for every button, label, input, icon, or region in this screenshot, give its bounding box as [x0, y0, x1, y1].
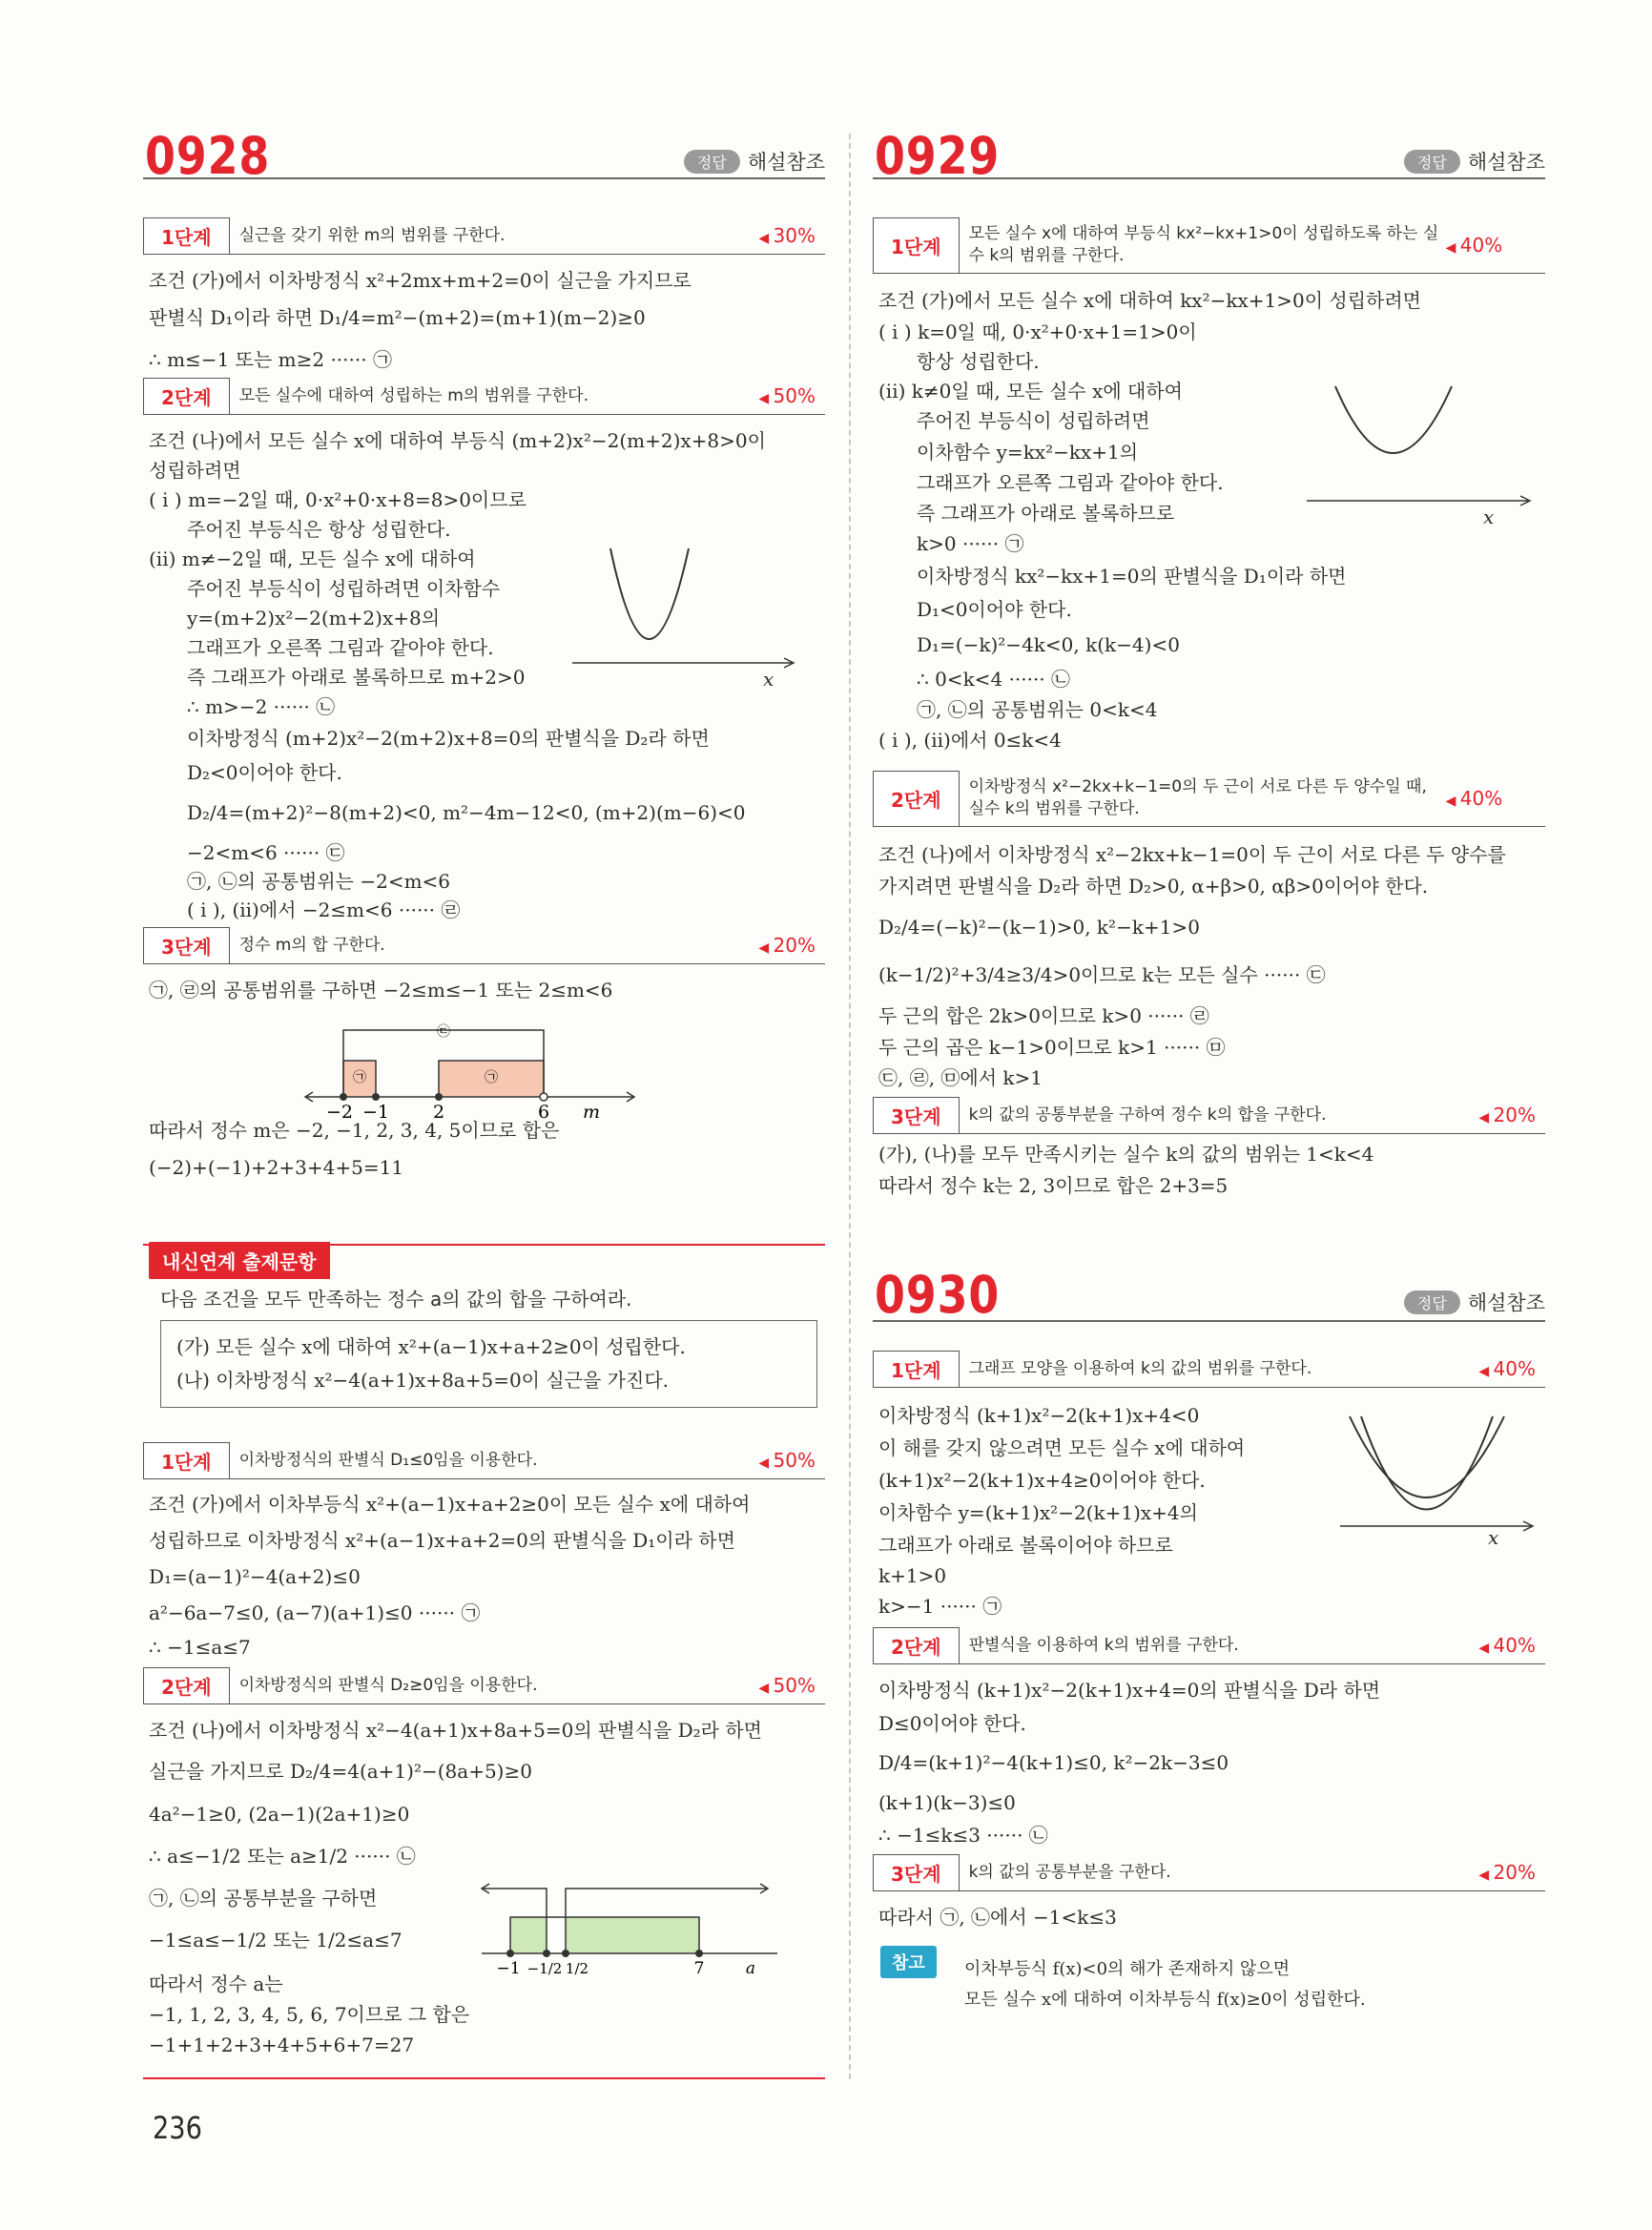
- text-line: 두 근의 합은 2k>0이므로 k>0 ······ ㉣: [878, 1004, 1209, 1027]
- text-line: −1≤a≤−1/2 또는 1/2≤a≤7: [149, 1929, 403, 1951]
- text-line: ㉠, ㉣의 공통범위를 구하면 −2≤m≤−1 또는 2≤m<6: [149, 979, 613, 1001]
- axis-label: x: [1488, 1526, 1499, 1549]
- text-line: 이차방정식 (k+1)x²−2(k+1)x+4<0: [878, 1404, 1200, 1427]
- text-line: 따라서 ㉠, ㉡에서 −1<k≤3: [878, 1906, 1117, 1929]
- tick-label: 7: [693, 1959, 705, 1978]
- step-badge: 1단계: [873, 1351, 960, 1387]
- step-badge: 3단계: [873, 1097, 960, 1133]
- text-line: 그래프가 오른쪽 그림과 같아야 한다.: [917, 471, 1224, 494]
- text-line: −1, 1, 2, 3, 4, 5, 6, 7이므로 그 합은: [149, 2003, 470, 2026]
- step-desc: k의 값의 공통부분을 구한다.: [968, 1862, 1171, 1882]
- text-line: ∴ 0<k<4 ······ ㉡: [917, 668, 1071, 691]
- step-desc: 모든 실수 x에 대하여 부등식 kx²−kx+1>0이 성립하도록 하는 실수 k의 범위를 구한다.: [968, 224, 1439, 265]
- text-line: 조건 (가)에서 이차방정식 x²+2mx+m+2=0이 실근을 가지므로: [149, 269, 692, 292]
- text-line: D₁<0이어야 한다.: [917, 598, 1072, 621]
- axis-label: m: [582, 1102, 601, 1123]
- step-badge: 2단계: [143, 378, 230, 414]
- text-line: 주어진 부등식은 항상 성립한다.: [187, 518, 451, 541]
- step-badge: 2단계: [873, 771, 960, 826]
- range-fill: [510, 1917, 547, 1953]
- text-line: D₂/4=(m+2)²−8(m+2)<0, m²−4m−12<0, (m+2)(m−6)<0: [187, 801, 746, 824]
- text-line: ∴ −1≤a≤7: [149, 1636, 251, 1659]
- step-desc: 이차방정식의 판별식 D₂≥0임을 이용한다.: [238, 1675, 538, 1695]
- step-pct: ◀ 20%: [1478, 1861, 1545, 1884]
- problem-number-0929: 0929: [875, 126, 1001, 186]
- text-line: D₂/4=(−k)²−(k−1)>0, k²−k+1>0: [878, 916, 1200, 939]
- text-line: 따라서 정수 k는 2, 3이므로 합은 2+3=5: [878, 1174, 1229, 1197]
- answer-badge: 정답: [1404, 1291, 1460, 1314]
- parabola-graph-0929: [1307, 377, 1536, 529]
- step-1-0930: [873, 1351, 1545, 1388]
- text-line: (k+1)(k−3)≤0: [878, 1791, 1016, 1814]
- tick-label: 1/2: [565, 1960, 589, 1977]
- text-line: ( i ), (ii)에서 −2≤m<6 ······ ㉣: [187, 898, 461, 921]
- answer-label-0929: [1404, 147, 1545, 176]
- text-line: 항상 성립한다.: [917, 350, 1040, 373]
- naesin-header: [143, 1242, 825, 1280]
- text-line: ㉢, ㉣, ㉤에서 k>1: [878, 1066, 1043, 1089]
- parabola-graph-0930: [1340, 1412, 1540, 1564]
- text-line: 주어진 부등식이 성립하려면: [917, 409, 1150, 432]
- step-badge: 1단계: [873, 217, 960, 273]
- answer-badge: 정답: [1404, 150, 1460, 174]
- text-line: D₁=(a−1)²−4(a+2)≤0: [149, 1565, 361, 1588]
- text-line: k+1>0: [878, 1564, 947, 1587]
- axis-label: x: [763, 668, 774, 691]
- step-badge: 3단계: [873, 1854, 960, 1890]
- note-line: 모든 실수 x에 대하여 이차부등식 f(x)≥0이 성립한다.: [964, 1990, 1366, 2010]
- text-line: −2<m<6 ······ ㉢: [187, 841, 345, 864]
- text-line: 이차방정식 kx²−kx+1=0의 판별식을 D₁이라 하면: [917, 565, 1347, 588]
- parabola-curve: [1350, 1416, 1504, 1497]
- answer-badge: 정답: [684, 150, 740, 174]
- step-pct: ◀ 40%: [1446, 787, 1513, 810]
- step-desc: 판별식을 이용하여 k의 범위를 구한다.: [968, 1635, 1239, 1655]
- point-closed: [506, 1950, 514, 1957]
- text-line: 그래프가 오른쪽 그림과 같아야 한다.: [187, 636, 494, 659]
- text-line: (k+1)x²−2(k+1)x+4≥0이어야 한다.: [878, 1469, 1206, 1492]
- text-line: ㉠, ㉡의 공통범위는 0<k<4: [917, 698, 1158, 721]
- text-line: 이 해를 갖지 않으려면 모든 실수 x에 대하여: [878, 1436, 1246, 1459]
- answer-text: 해설참조: [1467, 151, 1545, 174]
- step-pct: ◀ 30%: [758, 224, 825, 247]
- text-line: ∴ m≤−1 또는 m≥2 ······ ㉠: [149, 348, 392, 371]
- text-line: ∴ −1≤k≤3 ······ ㉡: [878, 1824, 1048, 1847]
- text-line: 따라서 정수 a는: [149, 1972, 283, 1995]
- step-desc: 실근을 갖기 위한 m의 범위를 구한다.: [238, 225, 506, 245]
- text-line: D₂<0이어야 한다.: [187, 761, 342, 784]
- tick-label: 2: [432, 1102, 445, 1123]
- step-desc: 이차방정식의 판별식 D₁≤0임을 이용한다.: [238, 1450, 538, 1470]
- tick-label: −1: [361, 1102, 390, 1123]
- column-divider: [849, 134, 851, 2079]
- text-line: (ii) k≠0일 때, 모든 실수 x에 대하여: [878, 380, 1183, 403]
- text-line: 성립하므로 이차방정식 x²+(a−1)x+a+2=0의 판별식을 D₁이라 하면: [149, 1529, 735, 1552]
- step-1-0929: [873, 217, 1545, 274]
- text-line: 이차함수 y=kx²−kx+1의: [917, 441, 1139, 464]
- step-desc: 모든 실수에 대하여 성립하는 m의 범위를 구한다.: [238, 385, 589, 405]
- text-line: 즉 그래프가 아래로 볼록하므로: [917, 502, 1175, 525]
- step-pct: ◀ 40%: [1478, 1357, 1545, 1380]
- answer-text: 해설참조: [747, 151, 825, 174]
- point-closed: [372, 1093, 380, 1101]
- text-line: ㉠, ㉡의 공통부분을 구하면: [149, 1887, 378, 1910]
- text-line: 조건 (가)에서 모든 실수 x에 대하여 kx²−kx+1>0이 성립하려면: [878, 289, 1422, 312]
- text-line: D₁=(−k)²−4k<0, k(k−4)<0: [917, 633, 1180, 656]
- step-pct: ◀ 40%: [1478, 1634, 1545, 1657]
- text-line: (k−1/2)²+3/4≥3/4>0이므로 k는 모든 실수 ······ ㉢: [878, 963, 1326, 986]
- axis-label: x: [1483, 506, 1495, 528]
- text-line: 성립하려면: [149, 459, 241, 482]
- text-line: k>0 ······ ㉠: [917, 532, 1024, 555]
- note-label: 참고: [880, 1946, 937, 1978]
- text-line: 주어진 부등식이 성립하려면 이차함수: [187, 577, 501, 600]
- page-number: 236: [153, 2110, 202, 2146]
- step-pct: ◀ 50%: [758, 1674, 825, 1697]
- axis-label: a: [745, 1959, 756, 1978]
- parabola-curve: [1361, 1416, 1493, 1510]
- note-line: 이차부등식 f(x)<0의 해가 존재하지 않으면: [964, 1959, 1291, 1979]
- step-badge: 2단계: [143, 1667, 230, 1703]
- text-line: k>−1 ······ ㉠: [878, 1595, 1002, 1618]
- step-3-0930: [873, 1854, 1545, 1891]
- tick-label: −2: [325, 1102, 354, 1123]
- bottom-rule: [143, 2077, 825, 2079]
- text-line: 4a²−1≥0, (2a−1)(2a+1)≥0: [149, 1803, 410, 1826]
- text-line: 두 근의 곱은 k−1>0이므로 k>1 ······ ㉤: [878, 1036, 1226, 1059]
- numberline-naesin: [482, 1874, 796, 1979]
- point-closed: [340, 1093, 347, 1101]
- text-line: 조건 (나)에서 이차방정식 x²−2kx+k−1=0이 두 근이 서로 다른 두 양수를: [878, 843, 1506, 866]
- text-line: 그래프가 아래로 볼록이어야 하므로: [878, 1534, 1173, 1557]
- tick-label: −1: [496, 1959, 521, 1978]
- problem-number-0930: 0930: [875, 1265, 1001, 1325]
- text-line: 이차함수 y=(k+1)x²−2(k+1)x+4의: [878, 1501, 1198, 1524]
- step-2-0929: [873, 771, 1545, 827]
- text-line: 조건 (나)에서 이차방정식 x²−4(a+1)x+8a+5=0의 판별식을 D₂라 하면: [149, 1719, 763, 1742]
- step-badge: 1단계: [143, 217, 230, 254]
- step-3-0928: [143, 927, 825, 964]
- text-line: ( i ) m=−2일 때, 0·x²+0·x+8=8>0이므로: [149, 488, 527, 511]
- range-label: ㉠: [353, 1070, 366, 1085]
- range-label: ㉢: [437, 1024, 450, 1040]
- range-fill: [566, 1917, 699, 1953]
- text-line: (가), (나)를 모두 만족시키는 실수 k의 값의 범위는 1<k<4: [878, 1143, 1374, 1166]
- naesin-tag: 내신연계 출제문항: [149, 1242, 330, 1279]
- text-line: 따라서 정수 m은 −2, −1, 2, 3, 4, 5이므로 합은: [149, 1119, 560, 1142]
- point-open: [540, 1093, 547, 1101]
- text-line: ∴ a≤−1/2 또는 a≥1/2 ······ ㉡: [149, 1845, 416, 1868]
- range-label: ㉠: [485, 1070, 498, 1085]
- text-line: y=(m+2)x²−2(m+2)x+8의: [187, 607, 441, 630]
- point-closed: [695, 1950, 703, 1957]
- title-rule: [873, 177, 1545, 179]
- parabola-curve: [610, 548, 689, 639]
- text-line: D/4=(k+1)²−4(k+1)≤0, k²−2k−3≤0: [878, 1751, 1229, 1774]
- text-line: 즉 그래프가 아래로 볼록하므로 m+2>0: [187, 666, 526, 689]
- step-2-0930: [873, 1627, 1545, 1664]
- point-closed: [562, 1950, 569, 1957]
- text-line: 가지려면 판별식을 D₂라 하면 D₂>0, α+β>0, αβ>0이어야 한다.: [878, 875, 1429, 898]
- step-pct: ◀ 50%: [758, 384, 825, 407]
- point-closed: [543, 1950, 550, 1957]
- step-badge: 1단계: [143, 1442, 230, 1478]
- point-closed: [435, 1093, 443, 1101]
- step-1-0928: [143, 217, 825, 255]
- text-line: −1+1+2+3+4+5+6+7=27: [149, 2034, 415, 2056]
- text-line: (−2)+(−1)+2+3+4+5=11: [149, 1156, 404, 1179]
- step-pct: ◀ 40%: [1446, 234, 1513, 257]
- step-badge: 3단계: [143, 927, 230, 963]
- step-3-0929: [873, 1097, 1545, 1134]
- conditions-box: [160, 1320, 817, 1408]
- text-line: 조건 (가)에서 이차부등식 x²+(a−1)x+a+2≥0이 모든 실수 x에 대하여: [149, 1493, 751, 1516]
- answer-label-0930: [1404, 1288, 1545, 1316]
- step-desc: k의 값의 공통부분을 구하여 정수 k의 합을 구한다.: [968, 1105, 1327, 1125]
- tick-label: −1/2: [527, 1960, 563, 1977]
- step-2-0928: [143, 378, 825, 415]
- step-desc: 이차방정식 x²−2kx+k−1=0의 두 근이 서로 다른 두 양수일 때, 실수 k의 범위를 구한다.: [968, 777, 1427, 818]
- condition: (가) 모든 실수 x에 대하여 x²+(a−1)x+a+2≥0이 성립한다.: [176, 1335, 686, 1358]
- answer-label-0928: [684, 147, 825, 176]
- text-line: 조건 (나)에서 모든 실수 x에 대하여 부등식 (m+2)x²−2(m+2)x+8>0이: [149, 429, 766, 452]
- step-pct: ◀ 20%: [1478, 1104, 1545, 1126]
- text-line: ( i ), (ii)에서 0≤k<4: [878, 729, 1062, 752]
- text-line: a²−6a−7≤0, (a−7)(a+1)≤0 ······ ㉠: [149, 1601, 481, 1624]
- text-line: 이차방정식 (m+2)x²−2(m+2)x+8=0의 판별식을 D₂라 하면: [187, 727, 710, 750]
- text-line: ∴ m>−2 ······ ㉡: [187, 695, 336, 718]
- step-2-naesin: [143, 1667, 825, 1704]
- step-badge: 2단계: [873, 1627, 960, 1663]
- step-1-naesin: [143, 1442, 825, 1479]
- title-rule: [143, 177, 825, 179]
- text-line: 판별식 D₁이라 하면 D₁/4=m²−(m+2)=(m+1)(m−2)≥0: [149, 306, 646, 329]
- parabola-curve: [1335, 386, 1452, 453]
- answer-text: 해설참조: [1467, 1291, 1545, 1314]
- step-desc: 정수 m의 합 구한다.: [238, 935, 385, 955]
- text-line: 실근을 가지므로 D₂/4=4(a+1)²−(8a+5)≥0: [149, 1760, 532, 1783]
- condition: (나) 이차방정식 x²−4(a+1)x+8a+5=0이 실근을 가진다.: [176, 1369, 669, 1392]
- text-line: ㉠, ㉡의 공통범위는 −2<m<6: [187, 870, 451, 893]
- text-line: ( i ) k=0일 때, 0·x²+0·x+1=1>0이: [878, 320, 1197, 343]
- text-line: (ii) m≠−2일 때, 모든 실수 x에 대하여: [149, 547, 476, 570]
- title-rule: [873, 1320, 1545, 1322]
- step-desc: 그래프 모양을 이용하여 k의 값의 범위를 구한다.: [968, 1358, 1312, 1378]
- text-line: 이차방정식 (k+1)x²−2(k+1)x+4=0의 판별식을 D라 하면: [878, 1679, 1381, 1702]
- text-line: D≤0이어야 한다.: [878, 1712, 1026, 1735]
- step-pct: ◀ 50%: [758, 1449, 825, 1472]
- question-text: 다음 조건을 모두 만족하는 정수 a의 값의 합을 구하여라.: [160, 1288, 632, 1311]
- step-pct: ◀ 20%: [758, 934, 825, 957]
- numberline-0928: [305, 1011, 649, 1125]
- tick-label: 6: [537, 1102, 550, 1123]
- problem-number-0928: 0928: [145, 126, 271, 186]
